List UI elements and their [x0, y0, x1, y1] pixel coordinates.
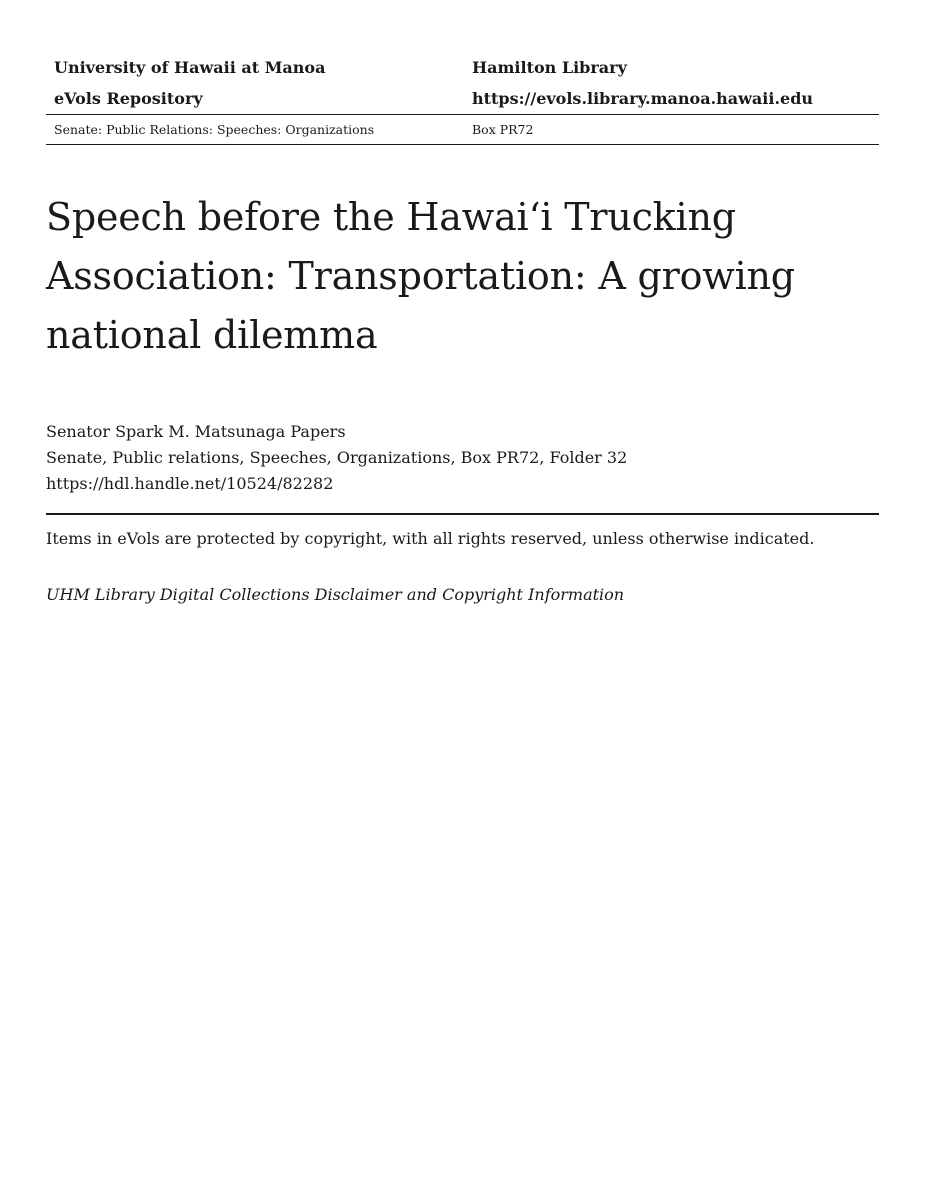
box-label: Box PR72 — [472, 122, 534, 137]
header-row-2 — [46, 83, 879, 114]
header-row-1 — [46, 52, 879, 83]
document-metadata — [46, 419, 627, 497]
repository-name: eVols Repository — [54, 89, 203, 108]
library-name: Hamilton Library — [472, 58, 627, 77]
header-divider-bottom — [46, 144, 879, 145]
folder-location: Senate, Public relations, Speeches, Organizations, Box PR72, Folder 32 — [46, 448, 628, 467]
disclaimer-link[interactable]: UHM Library Digital Collections Disclaimer and Copyright Information — [46, 585, 625, 604]
copyright-notice: Items in eVols are protected by copyright, with all rights reserved, unless otherwise indicated. — [46, 529, 815, 548]
document-title: Speech before the Hawai‘i Trucking Association: Transportation: A growing national dilemma — [46, 195, 795, 357]
institution-name: University of Hawaii at Manoa — [54, 58, 326, 77]
header-row-3 — [46, 115, 879, 144]
collection-path: Senate: Public Relations: Speeches: Organizations — [54, 122, 375, 137]
section-divider — [46, 513, 879, 515]
repository-url[interactable]: https://evols.library.manoa.hawaii.edu — [472, 89, 814, 108]
handle-link[interactable]: https://hdl.handle.net/10524/82282 — [46, 474, 334, 493]
collection-name: Senator Spark M. Matsunaga Papers — [46, 422, 346, 441]
repository-header — [46, 52, 879, 145]
